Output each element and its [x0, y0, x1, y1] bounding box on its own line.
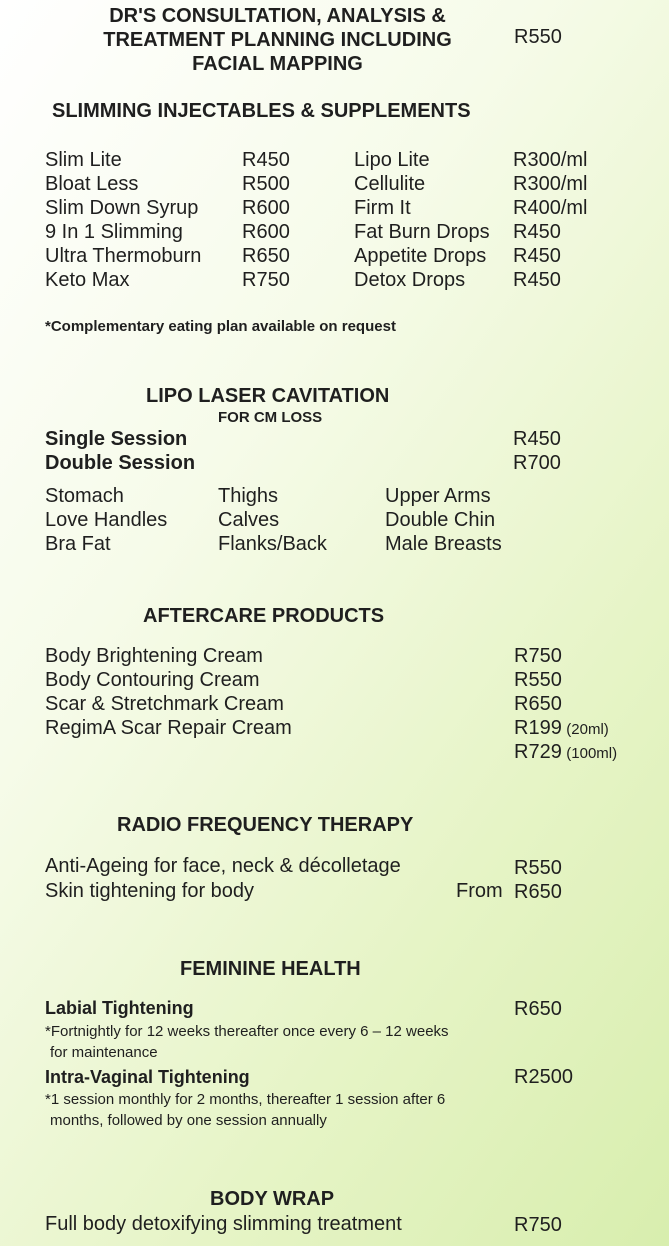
slimming-item-price: R400/ml — [513, 197, 588, 219]
aftercare-item-price: R550 — [514, 669, 562, 691]
slimming-item-name: Keto Max — [45, 269, 130, 291]
slimming-item-price: R500 — [242, 173, 290, 195]
aftercare-title: AFTERCARE PRODUCTS — [143, 605, 385, 627]
slimming-item-price: R450 — [513, 245, 561, 267]
aftercare-item-price: R729 — [514, 741, 562, 763]
aftercare-item-size: (100ml) — [566, 745, 618, 762]
lipo-session-price: R450 — [513, 428, 561, 450]
lipo-session-name: Single Session — [45, 428, 188, 450]
lipo-area: Love Handles — [45, 509, 168, 531]
bodywrap-item-name: Full body detoxifying slimming treatment — [45, 1213, 402, 1235]
aftercare-item-size: (20ml) — [566, 721, 609, 738]
consultation-price: R550 — [514, 26, 562, 48]
slimming-item-name: Slim Lite — [45, 149, 122, 171]
slimming-note: *Complementary eating plan available on request — [45, 318, 396, 335]
radio-item-name: Skin tightening for body — [45, 880, 255, 902]
consultation-title-line-1: DR'S CONSULTATION, ANALYSIS & — [109, 5, 446, 27]
lipo-area: Male Breasts — [385, 533, 502, 555]
lipo-area: Bra Fat — [45, 533, 111, 555]
feminine-item-note: *Fortnightly for 12 weeks thereafter once every 6 – 12 weeks — [45, 1023, 449, 1040]
slimming-item-price: R450 — [513, 269, 561, 291]
slimming-item-price: R450 — [513, 221, 561, 243]
radio-item-price: R550 — [514, 857, 562, 879]
slimming-item-name: Firm It — [354, 197, 411, 219]
feminine-item-note: for maintenance — [50, 1044, 158, 1061]
slimming-item-name: Detox Drops — [354, 269, 466, 291]
slimming-item-price: R450 — [242, 149, 290, 171]
lipo-area: Calves — [218, 509, 280, 531]
lipo-area: Upper Arms — [385, 485, 491, 507]
slimming-item-price: R300/ml — [513, 149, 588, 171]
lipo-area: Stomach — [45, 485, 124, 507]
feminine-item-name: Labial Tightening — [45, 998, 194, 1018]
slimming-item-name: 9 In 1 Slimming — [45, 221, 183, 243]
bodywrap-title: BODY WRAP — [210, 1188, 335, 1210]
slimming-item-name: Ultra Thermoburn — [45, 245, 202, 267]
slimming-item-name: Lipo Lite — [354, 149, 430, 171]
slimming-item-name: Slim Down Syrup — [45, 197, 199, 219]
slimming-item-price: R300/ml — [513, 173, 588, 195]
lipo-session-price: R700 — [513, 452, 561, 474]
slimming-title: SLIMMING INJECTABLES & SUPPLEMENTS — [52, 100, 471, 122]
aftercare-item-name: Scar & Stretchmark Cream — [45, 693, 284, 715]
slimming-item-price: R600 — [242, 197, 290, 219]
feminine-title: FEMININE HEALTH — [180, 958, 361, 980]
consultation-title-line-2: TREATMENT PLANNING INCLUDING — [103, 29, 452, 51]
aftercare-item-price: R199 — [514, 717, 562, 739]
aftercare-item-price: R650 — [514, 693, 562, 715]
lipo-area: Flanks/Back — [218, 533, 327, 555]
radio-item-price: R650 — [514, 881, 562, 903]
lipo-area: Thighs — [218, 485, 279, 507]
slimming-item-price: R750 — [242, 269, 290, 291]
aftercare-item-price: R750 — [514, 645, 562, 667]
aftercare-item-price-group — [514, 717, 609, 740]
lipo-area: Double Chin — [385, 509, 496, 531]
feminine-item-name: Intra-Vaginal Tightening — [45, 1067, 250, 1087]
lipo-subtitle: FOR CM LOSS — [218, 409, 323, 426]
bodywrap-item-price: R750 — [514, 1214, 562, 1236]
feminine-item-price: R650 — [514, 998, 562, 1020]
lipo-session-name: Double Session — [45, 452, 196, 474]
radio-item-name: Anti-Ageing for face, neck & décolletage — [45, 855, 401, 877]
feminine-item-price: R2500 — [514, 1066, 573, 1088]
aftercare-item-name: Body Contouring Cream — [45, 669, 260, 691]
feminine-item-note: months, followed by one session annually — [50, 1112, 327, 1129]
slimming-item-name: Fat Burn Drops — [354, 221, 490, 243]
feminine-item-note: *1 session monthly for 2 months, thereafter 1 session after 6 — [45, 1091, 446, 1108]
aftercare-item-price-group — [514, 741, 617, 764]
slimming-item-name: Bloat Less — [45, 173, 139, 195]
slimming-item-name: Cellulite — [354, 173, 426, 195]
consultation-title-line-3: FACIAL MAPPING — [192, 53, 363, 75]
slimming-item-price: R600 — [242, 221, 290, 243]
radio-item-prefix: From — [456, 880, 503, 902]
radio-title: RADIO FREQUENCY THERAPY — [117, 814, 414, 836]
slimming-item-price: R650 — [242, 245, 290, 267]
aftercare-item-name: Body Brightening Cream — [45, 645, 263, 667]
lipo-title: LIPO LASER CAVITATION — [146, 385, 390, 407]
aftercare-item-name: RegimA Scar Repair Cream — [45, 717, 292, 739]
slimming-item-name: Appetite Drops — [354, 245, 487, 267]
